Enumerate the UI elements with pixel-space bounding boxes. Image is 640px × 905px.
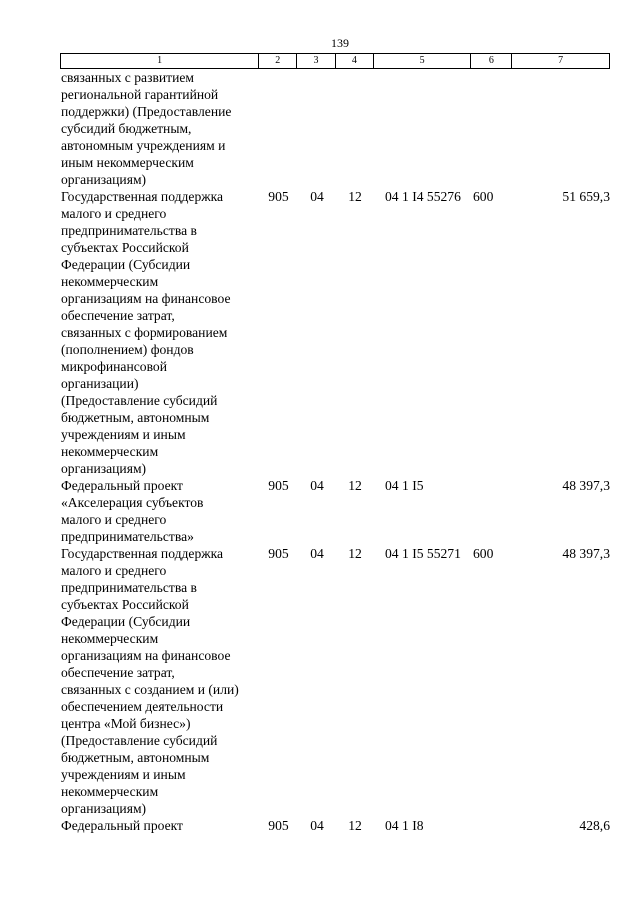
row-name: Федеральный проект «Акселерация субъектов малого и среднего предпринимательства» — [61, 478, 204, 544]
row-target: 04 1 I5 55271 — [385, 546, 461, 561]
row-name: Федеральный проект — [61, 818, 183, 833]
header-col-1: 1 — [61, 54, 259, 68]
row-sum: 428,6 — [579, 818, 610, 833]
row-code: 905 — [268, 546, 289, 561]
row-code — [259, 69, 298, 188]
row-target: 04 1 I4 55276 — [385, 189, 461, 204]
row-section: 04 — [310, 478, 324, 493]
table-row — [61, 477, 611, 545]
row-vr — [472, 477, 513, 545]
row-target: 04 1 I8 — [385, 818, 424, 833]
page-number: 139 — [331, 36, 349, 50]
row-subsection: 12 — [348, 189, 362, 204]
row-section: 04 — [310, 546, 324, 561]
row-sum: 51 659,3 — [562, 189, 610, 204]
row-subsection: 12 — [348, 478, 362, 493]
header-col-7: 7 — [558, 55, 564, 66]
row-name: связанных с развитием региональной гарантийной поддержки) (Предоставление субсидий бюджетным, автономным учреждениям и иным некоммерческим организациям) — [61, 70, 232, 187]
row-section: 04 — [310, 189, 324, 204]
row-code: 905 — [268, 818, 289, 833]
row-subsection: 12 — [348, 818, 362, 833]
row-sum — [513, 69, 610, 188]
row-sum: 48 397,3 — [562, 478, 610, 493]
table-row — [61, 817, 611, 834]
table-row — [61, 69, 611, 188]
row-name: Государственная поддержка малого и среднего предпринимательства в субъектах Российской Федерации (Субсидии некоммерческим организациям на финансовое обеспечение затрат, связанных с формированием (пополнением) фондов микрофинансовой организации) (Предоставление субсидий бюджетным, автономным учреждениям и иным некоммерческим организациям) — [61, 189, 231, 476]
row-subsection — [336, 69, 374, 188]
row-sum: 48 397,3 — [562, 546, 610, 561]
row-subsection: 12 — [348, 546, 362, 561]
row-section — [298, 69, 336, 188]
header-col-5: 5 — [374, 54, 472, 68]
table-body — [61, 69, 611, 834]
row-code: 905 — [268, 478, 289, 493]
row-vr: 600 — [473, 546, 494, 561]
table-header — [60, 53, 610, 69]
row-vr — [472, 69, 513, 188]
row-code: 905 — [268, 189, 289, 204]
table-row — [61, 188, 611, 477]
header-col-4: 4 — [336, 54, 374, 68]
table-row — [61, 545, 611, 817]
row-vr — [472, 817, 513, 834]
header-col-2: 2 — [259, 54, 297, 68]
row-vr: 600 — [473, 189, 494, 204]
header-col-6: 6 — [471, 54, 512, 68]
row-target: 04 1 I5 — [385, 478, 424, 493]
row-section: 04 — [310, 818, 324, 833]
row-name: Государственная поддержка малого и среднего предпринимательства в субъектах Российской Федерации (Субсидии некоммерческим организациям на финансовое обеспечение затрат, связанных с созданием и (или) обеспечением деятельности центра «Мой бизнес») (Предоставление субсидий бюджетным, автономным учреждениям и иным некоммерческим организациям) — [61, 546, 239, 816]
row-target — [374, 69, 472, 188]
header-col-3: 3 — [297, 54, 336, 68]
